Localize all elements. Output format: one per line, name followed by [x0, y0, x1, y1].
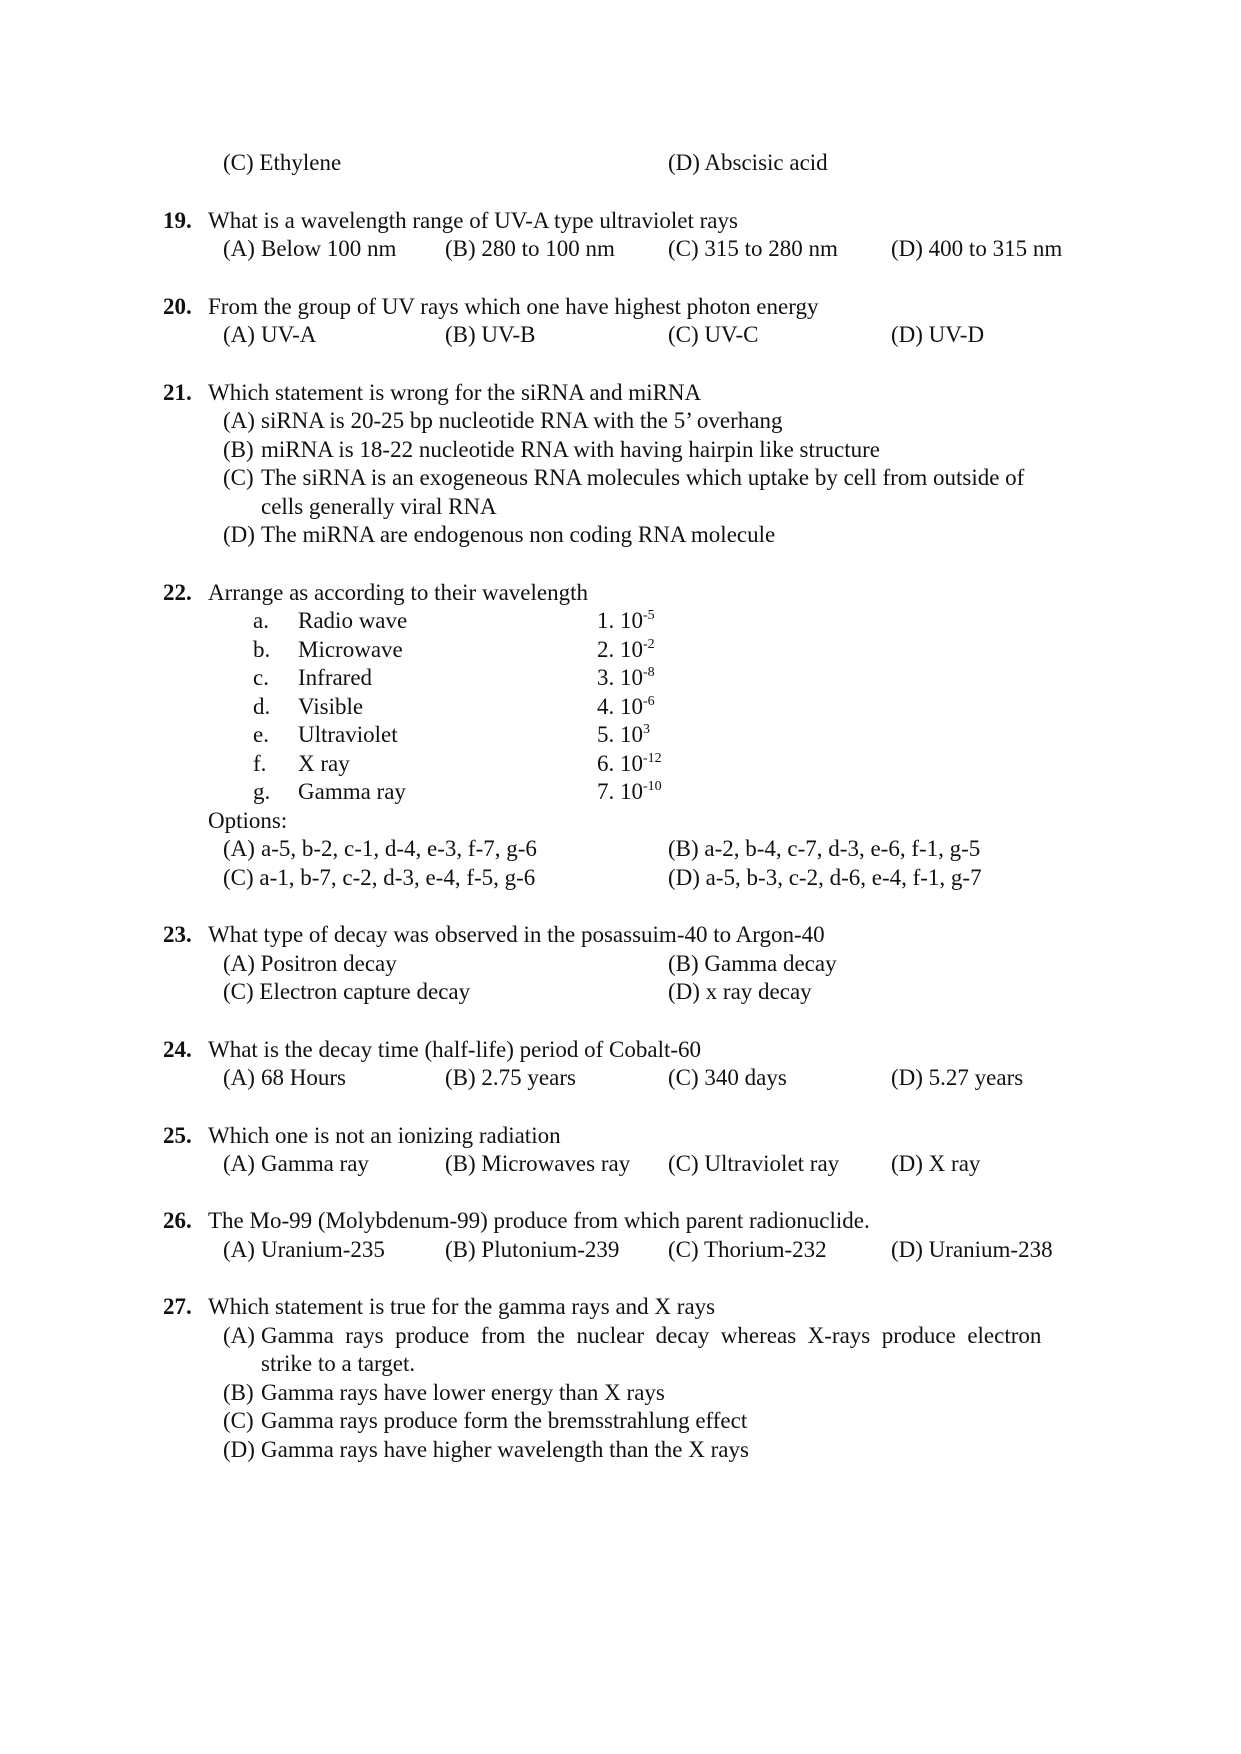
- question-text: Which statement is wrong for the siRNA and miRNA: [208, 380, 702, 405]
- option-label: (A): [223, 1151, 255, 1176]
- option-label: (C): [223, 1408, 254, 1433]
- option-b: (B) Microwaves ray: [445, 1151, 631, 1176]
- match-name: Ultraviolet: [298, 722, 398, 747]
- option-text: The miRNA are endogenous non coding RNA molecule: [261, 522, 776, 547]
- option-b: (B) 280 to 100 nm: [445, 236, 615, 261]
- match-value: [597, 694, 655, 720]
- value-base: 2. 10: [597, 637, 643, 662]
- value-base: 7. 10: [597, 779, 643, 804]
- option-d: [223, 1437, 749, 1463]
- match-letter: b.: [253, 637, 271, 662]
- match-name: Microwave: [298, 637, 403, 662]
- match-value: [597, 779, 662, 805]
- value-exponent: -8: [643, 665, 655, 680]
- option-c: (C) a-1, b-7, c-2, d-3, e-4, f-5, g-6: [223, 865, 536, 890]
- question-text: From the group of UV rays which one have highest photon energy: [208, 294, 819, 319]
- option-d: [223, 522, 775, 548]
- option-label: (A): [223, 322, 255, 347]
- option-a: [223, 1065, 346, 1091]
- question-number: 23.: [163, 922, 192, 947]
- value-exponent: -10: [643, 779, 662, 794]
- question-text: Which one is not an ionizing radiation: [208, 1123, 561, 1148]
- option-label: (A): [223, 836, 255, 861]
- match-letter: e.: [253, 722, 269, 747]
- question-number: 22.: [163, 580, 192, 605]
- option-d: (D) UV-D: [891, 322, 985, 347]
- option-label: (D): [223, 1437, 255, 1462]
- option-a: [223, 1151, 369, 1177]
- option-c: (C) Electron capture decay: [223, 979, 471, 1004]
- match-letter: d.: [253, 694, 271, 719]
- question-text: What is a wavelength range of UV-A type ultraviolet rays: [208, 208, 738, 233]
- value-base: 5. 10: [597, 722, 643, 747]
- match-letter: f.: [253, 751, 267, 776]
- option-a: [223, 836, 537, 862]
- match-value: [597, 665, 655, 691]
- option-label: (A): [223, 236, 255, 261]
- match-letter: g.: [253, 779, 271, 804]
- option-text: Gamma rays have higher wavelength than the X rays: [261, 1437, 749, 1462]
- option-b: [223, 1380, 665, 1406]
- q18-option-c: (C) Ethylene: [223, 150, 342, 175]
- value-base: 3. 10: [597, 665, 643, 690]
- question-number: 27.: [163, 1294, 192, 1319]
- question-text: Which statement is true for the gamma rays and X rays: [208, 1294, 716, 1319]
- option-a: (A) Positron decay: [223, 951, 397, 976]
- option-text: Gamma ray: [261, 1151, 369, 1176]
- option-d: (D) 400 to 315 nm: [891, 236, 1063, 261]
- question-number: 21.: [163, 380, 192, 405]
- match-name: X ray: [298, 751, 350, 776]
- value-exponent: -2: [643, 637, 655, 652]
- match-value: [597, 751, 662, 777]
- option-label: (A): [223, 1237, 255, 1262]
- value-base: 1. 10: [597, 608, 643, 633]
- option-label: (B): [223, 437, 254, 462]
- question-number: 26.: [163, 1208, 192, 1233]
- option-text: The siRNA is an exogeneous RNA molecules which uptake by cell from outside of: [261, 465, 1025, 490]
- option-text: Gamma rays have lower energy than X rays: [261, 1380, 665, 1405]
- option-a-continued: strike to a target.: [261, 1351, 416, 1376]
- option-text: a-5, b-2, c-1, d-4, e-3, f-7, g-6: [261, 836, 537, 861]
- value-base: 6. 10: [597, 751, 643, 776]
- option-b: (B) Plutonium-239: [445, 1237, 620, 1262]
- value-base: 4. 10: [597, 694, 643, 719]
- match-name: Radio wave: [298, 608, 408, 633]
- match-value: [597, 608, 655, 634]
- option-a: [223, 408, 783, 434]
- option-text: Uranium-235: [261, 1237, 385, 1262]
- option-b: [223, 437, 880, 463]
- options-label: Options:: [208, 808, 288, 833]
- match-value: [597, 722, 650, 748]
- question-text: Arrange as according to their wavelength: [208, 580, 588, 605]
- option-b: (B) Gamma decay: [668, 951, 837, 976]
- option-d: (D) X ray: [891, 1151, 981, 1176]
- option-d: (D) Uranium-238: [891, 1237, 1053, 1262]
- option-label: (A): [223, 1065, 255, 1090]
- option-c: [223, 465, 1024, 491]
- match-name: Gamma ray: [298, 779, 406, 804]
- option-label: (B): [223, 1380, 254, 1405]
- option-c-continued: cells generally viral RNA: [261, 494, 497, 519]
- option-c: (C) 315 to 280 nm: [668, 236, 838, 261]
- match-letter: a.: [253, 608, 269, 633]
- option-b: (B) a-2, b-4, c-7, d-3, e-6, f-1, g-5: [668, 836, 981, 861]
- option-a: [223, 322, 316, 348]
- value-exponent: -12: [643, 751, 662, 766]
- value-exponent: -6: [643, 694, 655, 709]
- option-label: (A): [223, 408, 255, 433]
- q18-option-d: (D) Abscisic acid: [668, 150, 828, 175]
- option-label: (D): [223, 522, 255, 547]
- question-text: The Mo-99 (Molybdenum-99) produce from which parent radionuclide.: [208, 1208, 870, 1233]
- option-text: Below 100 nm: [261, 236, 397, 261]
- option-label: (A): [223, 1323, 255, 1348]
- option-b: (B) UV-B: [445, 322, 536, 347]
- question-number: 24.: [163, 1037, 192, 1062]
- question-number: 19.: [163, 208, 192, 233]
- option-d: (D) x ray decay: [668, 979, 812, 1004]
- option-text: Gamma rays produce form the bremsstrahlung effect: [261, 1408, 748, 1433]
- value-exponent: -5: [643, 608, 655, 623]
- option-d: (D) 5.27 years: [891, 1065, 1024, 1090]
- option-text: miRNA is 18-22 nucleotide RNA with having hairpin like structure: [261, 437, 881, 462]
- question-text: What type of decay was observed in the posassuim-40 to Argon-40: [208, 922, 825, 947]
- question-number: 25.: [163, 1123, 192, 1148]
- option-text: 68 Hours: [261, 1065, 346, 1090]
- match-letter: c.: [253, 665, 269, 690]
- option-a: [223, 236, 396, 262]
- question-text: What is the decay time (half-life) period of Cobalt-60: [208, 1037, 702, 1062]
- option-a: [223, 1237, 385, 1263]
- option-b: (B) 2.75 years: [445, 1065, 576, 1090]
- question-number: 20.: [163, 294, 192, 319]
- option-c: (C) Thorium-232: [668, 1237, 827, 1262]
- match-value: [597, 637, 655, 663]
- option-c: (C) 340 days: [668, 1065, 787, 1090]
- option-c: (C) UV-C: [668, 322, 759, 347]
- option-label: (C): [223, 465, 254, 490]
- option-text: Gamma rays produce from the nuclear decay whereas X-rays produce electron: [261, 1323, 1042, 1348]
- match-name: Visible: [298, 694, 364, 719]
- option-a: [223, 1323, 1041, 1349]
- option-c: [223, 1408, 747, 1434]
- match-name: Infrared: [298, 665, 373, 690]
- option-text: siRNA is 20-25 bp nucleotide RNA with the 5’ overhang: [261, 408, 783, 433]
- option-d: (D) a-5, b-3, c-2, d-6, e-4, f-1, g-7: [668, 865, 982, 890]
- option-text: UV-A: [261, 322, 317, 347]
- option-c: (C) Ultraviolet ray: [668, 1151, 840, 1176]
- value-exponent: 3: [643, 722, 650, 737]
